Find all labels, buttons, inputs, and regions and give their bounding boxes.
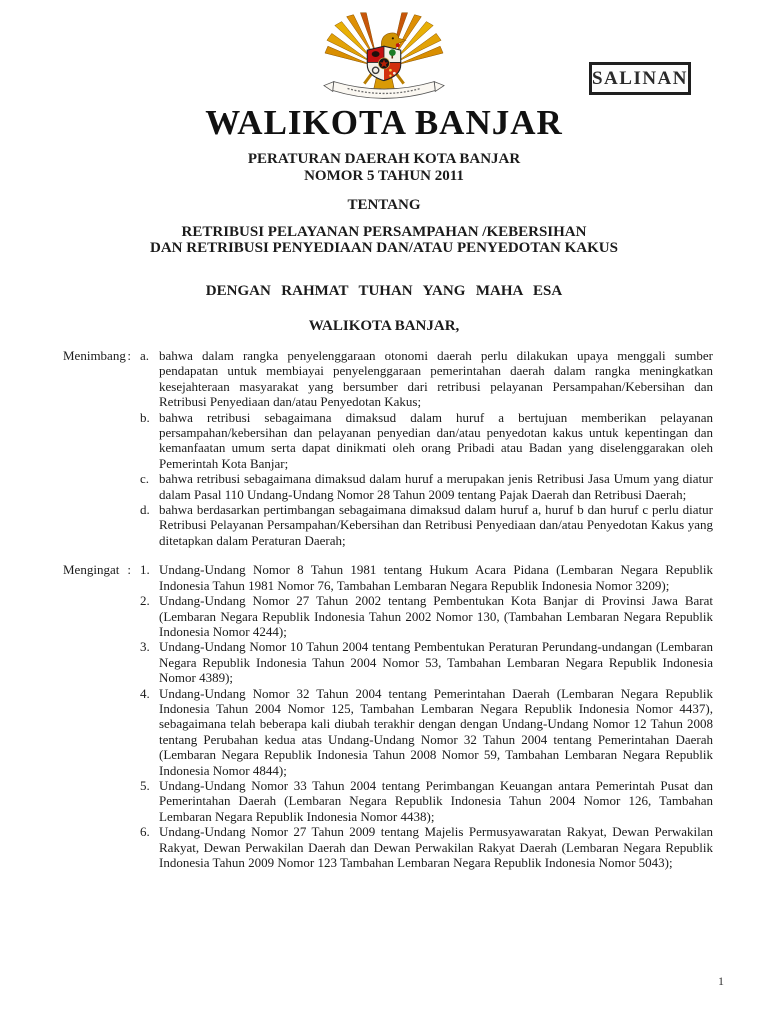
mengingat-items <box>140 562 713 870</box>
item-marker: c. <box>140 471 150 487</box>
mengingat-label <box>63 562 131 870</box>
about-label: TENTANG <box>347 197 421 213</box>
salinan-stamp-label: SALINAN <box>591 67 689 89</box>
page-number: 1 <box>718 974 724 988</box>
item-text: bahwa berdasarkan pertimbangan sebagaimana dimaksud dalam huruf a, huruf b dan huruf c perlu diatur Retribusi Pelayanan Persampahan/Kebersihan dan Retribusi Penyediaan dan/atau Penyedotan Kakus yang ditetapkan dalam Peraturan Daerah; <box>159 502 713 548</box>
consideration-item <box>140 502 713 548</box>
item-marker: 2. <box>140 593 150 609</box>
item-marker: b. <box>140 409 150 425</box>
item-marker: 5. <box>140 777 150 793</box>
mengingat-section <box>63 562 713 870</box>
item-marker: d. <box>140 502 150 518</box>
section-label-text: Menimbang <box>63 348 126 363</box>
item-marker: 6. <box>140 824 150 840</box>
consideration-item <box>140 410 713 472</box>
item-marker: a. <box>140 348 150 363</box>
legal-basis-item <box>140 562 713 593</box>
regulation-name: PERATURAN DAERAH KOTA BANJAR <box>247 151 521 167</box>
item-text: Undang-Undang Nomor 32 Tahun 2004 tentang Pemerintahan Daerah (Lembaran Negara Republik Indonesia Tahun 2004 Nomor 125, Tambahan Lembaran Negara Republik Indonesia Nomor 4437), sebagaimana telah beberapa kali diubah terakhir dengan dengan Undang-Undang Nomor 12 Tahun 2008 tentang Perubahan kedua atas Undang-Undang Nomor 32 Tahun 2004 tentang Pemerintahan Daerah (Lembaran Negara Republik Indonesia Tahun 2008 Nomor 59, Tambahan Lembaran Negara Republik Indonesia Nomor 4844); <box>159 685 713 778</box>
item-text: Undang-Undang Nomor 27 Tahun 2002 tentang Pembentukan Kota Banjar di Provinsi Jawa Barat (Lembaran Negara Republik Indonesia Tahun 2002 Nomor 130, (Tambahan Lembaran Negara Republik Indonesia Nomor 4244); <box>159 593 713 639</box>
section-label-colon: : <box>127 348 131 363</box>
garuda-pancasila-emblem-icon <box>320 12 448 104</box>
salinan-stamp <box>589 62 691 95</box>
item-text: bahwa retribusi sebagaimana dimaksud dalam huruf a merupakan jenis Retribusi Jasa Umum yang diatur dalam Pasal 110 Undang-Undang Nomor 28 Tahun 2009 tentang Pajak Daerah dan Retribusi Daerah; <box>159 471 713 502</box>
item-marker: 3. <box>140 639 150 655</box>
menimbang-items <box>140 348 713 548</box>
regulation-heading <box>0 151 768 185</box>
document-header <box>0 103 768 334</box>
regulation-subject <box>0 224 768 256</box>
legal-basis-item <box>140 824 713 870</box>
item-text: Undang-Undang Nomor 33 Tahun 2004 tentang Perimbangan Keuangan antara Pemerintah Pusat dan Pemerintahan Daerah (Lembaran Negara Republik Indonesia Tahun 2004 Nomor 126, Tambahan Lembaran Negara Republik Indonesia Nomor 4438); <box>159 777 713 824</box>
subject-line-2: DAN RETRIBUSI PENYEDIAAN DAN/ATAU PENYEDOTAN KAKUS <box>150 240 618 256</box>
legal-basis-item <box>140 686 713 778</box>
page-title: WALIKOTA BANJAR <box>205 103 563 142</box>
consideration-item <box>140 348 713 410</box>
regulation-number: NOMOR 5 TAHUN 2011 <box>304 168 464 184</box>
section-label-text: Mengingat <box>63 562 120 578</box>
item-text: Undang-Undang Nomor 8 Tahun 1981 tentang Hukum Acara Pidana (Lembaran Negara Republik Indonesia Tahun 1981 Nomor 76, Tambahan Lembaran Negara Republik Indonesia Nomor 3209); <box>159 562 713 593</box>
subject-line-1: RETRIBUSI PELAYANAN PERSAMPAHAN /KEBERSIHAN <box>181 224 587 240</box>
item-text: bahwa retribusi sebagaimana dimaksud dalam huruf a bertujuan memberikan pelayanan persampahan/kebersihan dan pelayanan penyedian dan/atau penyedotan kakus untuk kepentingan dan kemanfaatan umum serta dapat dinikmati oleh orang Pribadi atau Badan yang diselenggarakan oleh Pemerintah Kota Banjar; <box>159 409 713 471</box>
consideration-item <box>140 471 713 502</box>
issuer-line: WALIKOTA BANJAR, <box>308 318 460 334</box>
item-text: Undang-Undang Nomor 10 Tahun 2004 tentang Pembentukan Peraturan Perundang-undangan (Lembaran Negara Republik Indonesia Tahun 2004 Nomor 53, Tambahan Lembaran Negara Republik Indonesia Nomor 4389); <box>159 639 713 686</box>
legal-basis-item <box>140 593 713 639</box>
menimbang-section <box>63 348 713 548</box>
section-label-colon: : <box>127 562 131 578</box>
item-marker: 1. <box>140 562 150 578</box>
invocation-line: DENGAN RAHMAT TUHAN YANG MAHA ESA <box>205 283 563 299</box>
menimbang-label <box>63 348 131 548</box>
legal-basis-item <box>140 639 713 685</box>
item-text: bahwa dalam rangka penyelenggaraan otonomi daerah perlu dilakukan upaya menggali sumber pendapatan untuk membiayai penyelenggaraan pemerintahan daerah dalam rangka meningkatkan kesejahteraan masyarakat yang bersumber dari retribusi pelayanan Persampahan/Kebersihan dan Retribusi Penyediaan dan/atau Penyedotan Kakus; <box>159 348 713 410</box>
item-text: Undang-Undang Nomor 27 Tahun 2009 tentang Majelis Permusyawaratan Rakyat, Dewan Perwakilan Rakyat, Dewan Perwakilan Daerah dan Dewan Perwakilan Rakyat Daerah (Lembaran Negara Republik Indonesia Tahun 2009 Nomor 123 Tambahan Lembaran Negara Republik Indonesia Nomor 5043); <box>159 824 713 870</box>
preamble <box>63 348 713 870</box>
legal-basis-item <box>140 778 713 824</box>
item-marker: 4. <box>140 685 150 701</box>
